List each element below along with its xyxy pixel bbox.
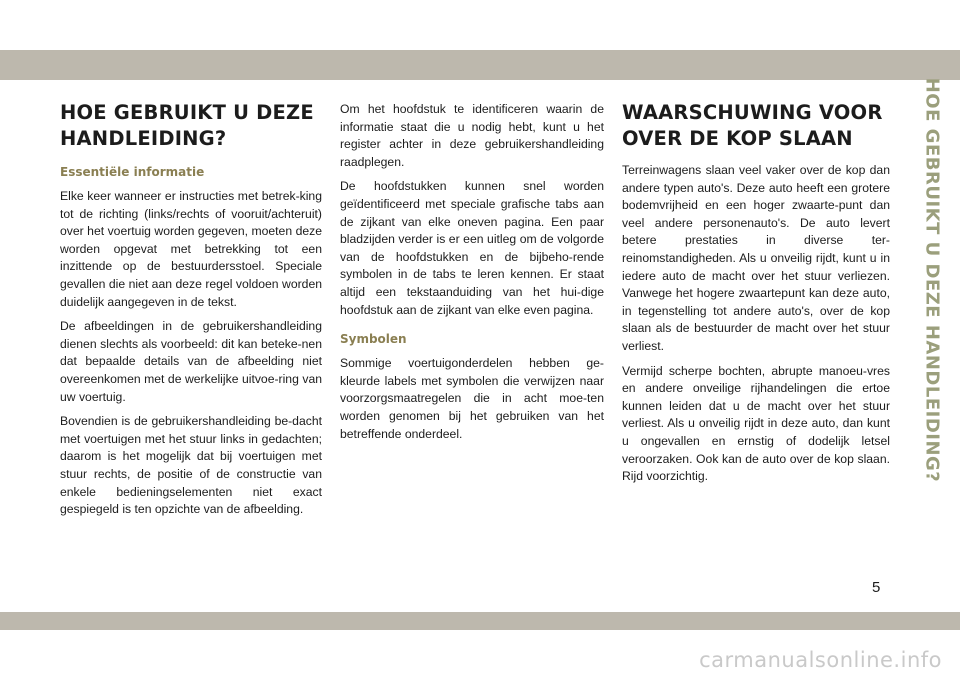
paragraph-illustrations: De afbeeldingen in de gebruikershandleiding dienen slechts als voorbeeld: dit kan beteke-nen dat bepaalde details van de afbeelding niet overeenkomen met de werkelijke uitvoe-ring van uw voertuig. bbox=[60, 319, 322, 404]
paragraph-chapter-tabs: De hoofdstukken kunnen snel worden geïdentificeerd met speciale grafische tabs aan de zijkant van elke oneven pagina. Een paar bladzijden verder is er een uitleg om de volgorde van de hoofdstukken en de bijbeho-rende symbolen in de tabs te leren kennen. Er staat altijd een tekstaanduiding van het hui-dige hoofdstuk aan de zijkant van elke even pagina. bbox=[340, 179, 604, 317]
column-right bbox=[622, 100, 890, 493]
subheading-essential-info: Essentiële informatie bbox=[60, 165, 205, 179]
paragraph-left-hand-drive: Bovendien is de gebruikershandleiding be-dacht met voertuigen met het stuur links in gedachten; daarom is het mogelijk dat bij voertuigen met stuur rechts, de positie of de constructie van enkele bedieningselementen niet exact gespiegeld is ten opzichte van de afbeelding. bbox=[60, 414, 322, 517]
side-chapter-title: HOE GEBRUIKT U DEZE HANDLEIDING? bbox=[921, 77, 943, 483]
section-title bbox=[60, 100, 322, 152]
paragraph-drive-carefully: Vermijd scherpe bochten, abrupte manoeu-vres en andere onveilige rijhandelingen die ertoe kunnen leiden dat u de macht over het stuur verliest. Als u onveilig rijdt in deze auto, dan kunt u ongevallen en ernstig of dodelijk letsel veroorzaken. Ook kan de auto over de kop slaan. Rijd voorzichtig. bbox=[622, 363, 890, 484]
top-margin bbox=[0, 0, 960, 50]
section-title-line-2: HANDLEIDING? bbox=[60, 127, 227, 150]
subheading-symbols: Symbolen bbox=[340, 332, 407, 347]
header-bar bbox=[0, 50, 960, 80]
paragraph-directions: Elke keer wanneer er instructies met betrek-king tot de richting (links/rechts of vooruit/achteruit) over het voertuig worden gegeven, moeten deze worden opgevat met betrekking tot een inzittende op de bestuurdersstoel. Speciale gevallen die niet aan deze regel voldoen worden duidelijk aangegeven in de tekst. bbox=[60, 189, 322, 309]
paragraph-symbols: Sommige voertuigonderdelen hebben ge-kleurde labels met symbolen die verwijzen naar voorzorgsmaatregelen die in acht moe-ten worden genomen bij het gebruiken van het betreffende onderdeel. bbox=[340, 356, 604, 441]
column-middle bbox=[340, 101, 604, 450]
footer-bar bbox=[0, 612, 960, 630]
paragraph-index: Om het hoofdstuk te identificeren waarin de informatie staat die u nodig hebt, kunt u het register achter in deze gebruikershandleiding raadplegen. bbox=[340, 102, 604, 169]
column-left bbox=[60, 100, 322, 526]
warning-title-line-1: WAARSCHUWING VOOR bbox=[622, 101, 883, 124]
warning-title bbox=[622, 100, 890, 152]
section-title-line-1: HOE GEBRUIKT U DEZE bbox=[60, 101, 314, 124]
warning-title-line-2: OVER DE KOP SLAAN bbox=[622, 127, 853, 150]
page-number: 5 bbox=[872, 579, 881, 596]
paragraph-rollover-risk: Terreinwagens slaan veel vaker over de kop dan andere typen auto's. Deze auto heeft een grotere bodemvrijheid en een hoger zwaarte-punt dan veel andere personenauto's. De auto levert betere prestaties in diverse ter-reinomstandigheden. Als u onveilig rijdt, kunt u in iedere auto de macht over het stuur verliezen. Vanwege het hogere zwaartepunt kan deze auto, in tegenstelling tot andere auto's, over de kop slaan als de bestuurder de macht over het stuur verliest. bbox=[622, 163, 890, 353]
watermark-text: carmanualsonline.info bbox=[699, 648, 942, 672]
